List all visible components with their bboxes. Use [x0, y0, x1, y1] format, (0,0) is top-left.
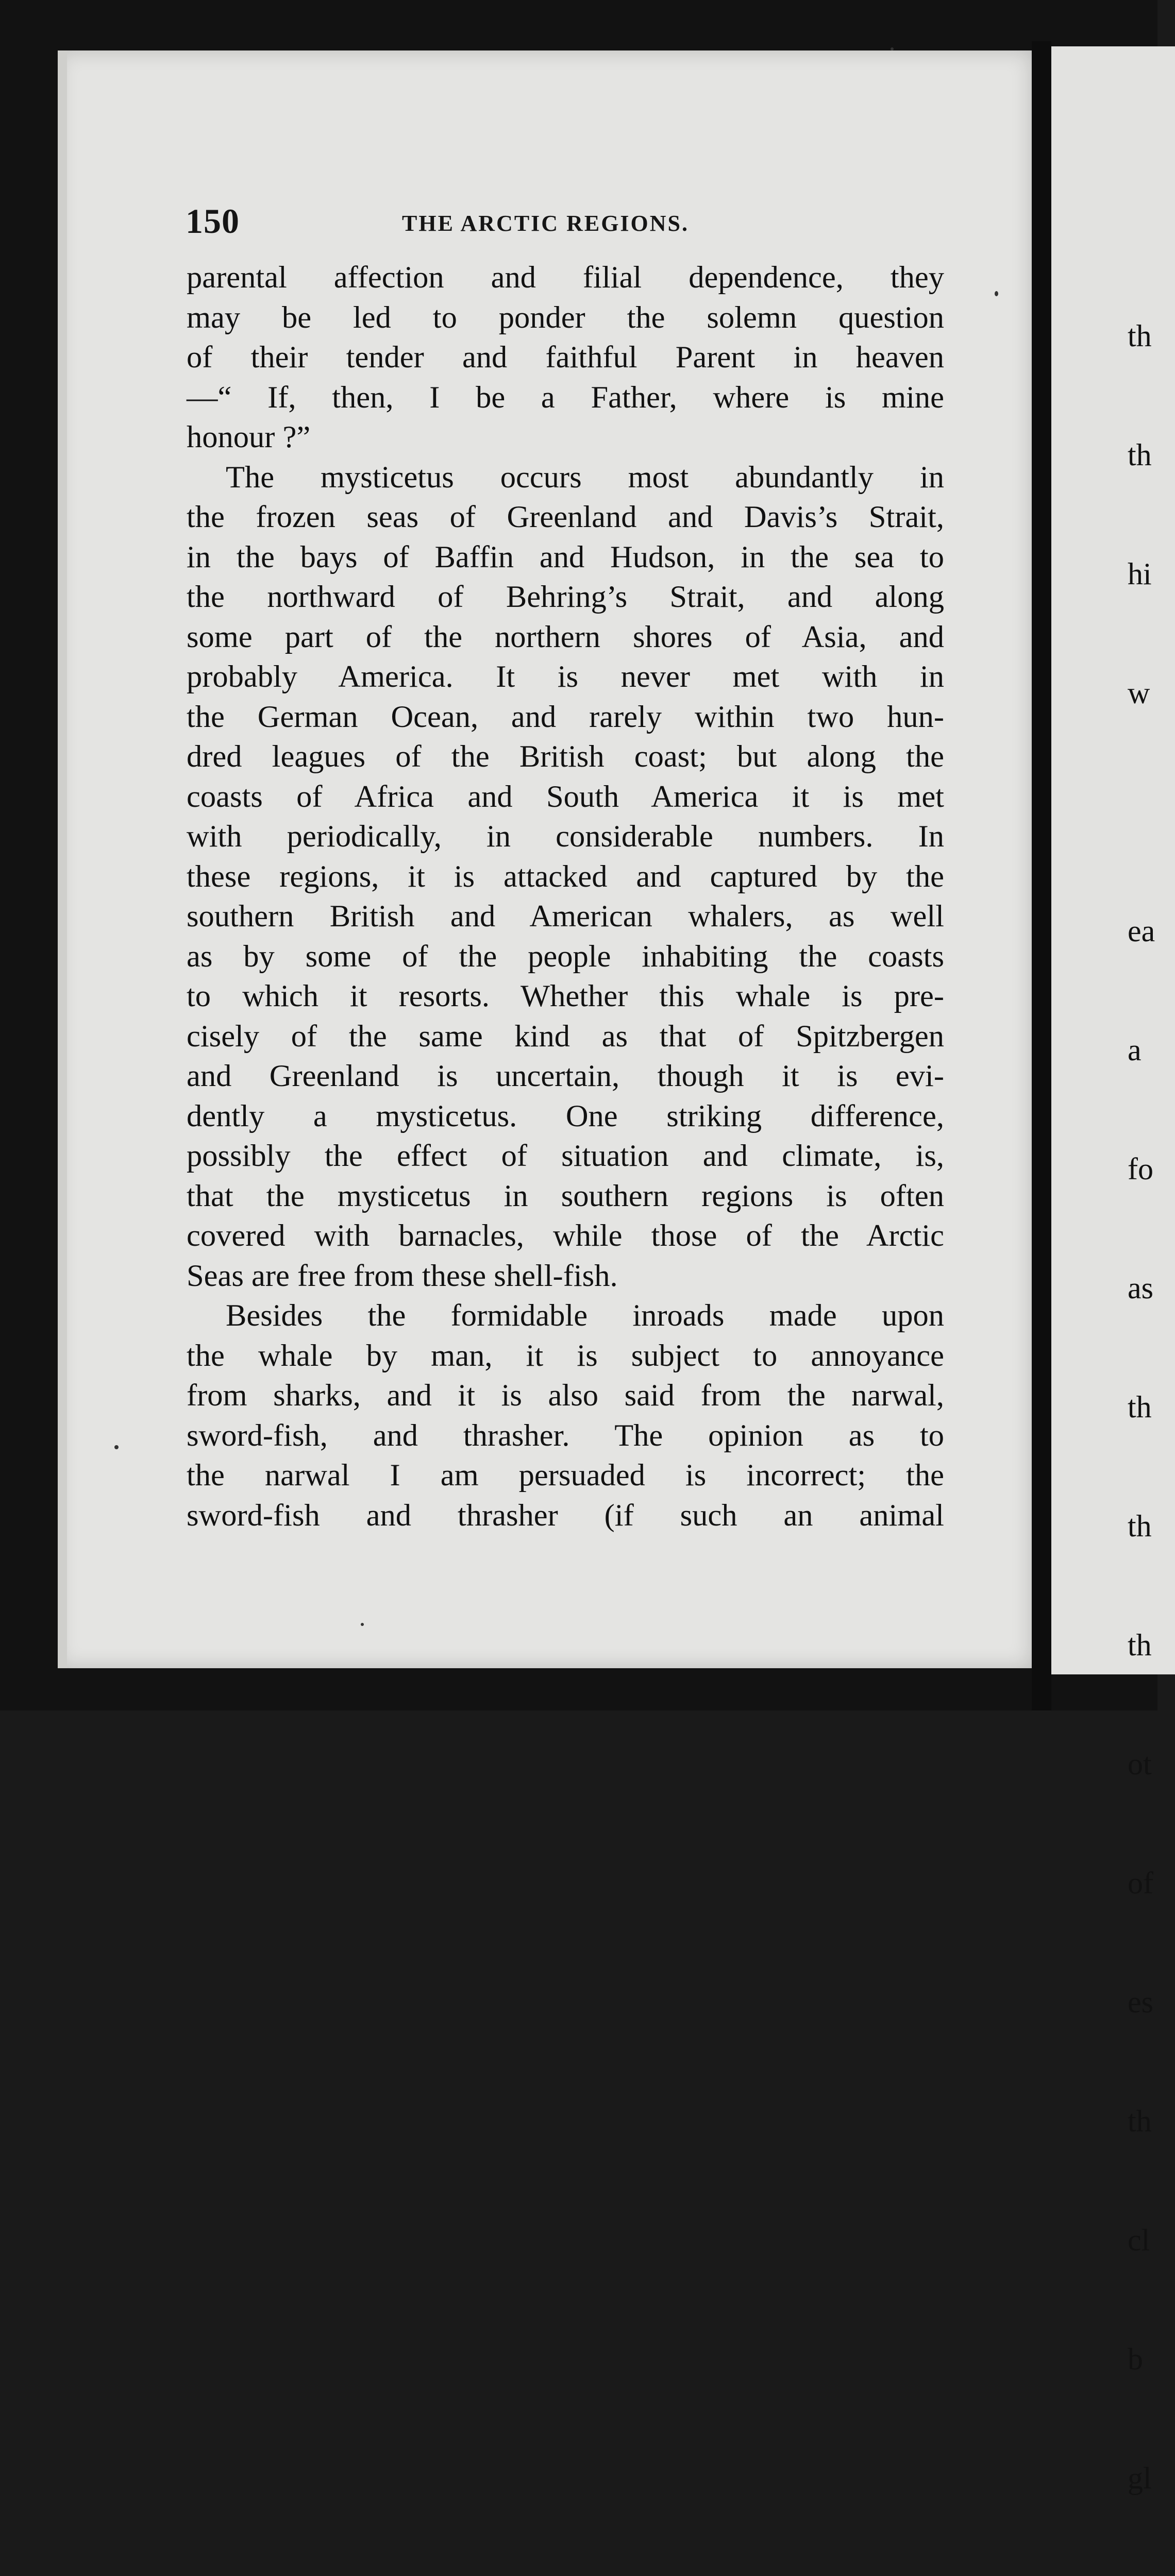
text-line: probably America. It is never met with in — [187, 659, 944, 694]
page-number: 150 — [186, 201, 240, 241]
adjacent-line: th — [1128, 1628, 1152, 1662]
text-line: may be led to ponder the solemn question — [187, 300, 944, 335]
scan-speck — [114, 1445, 119, 1449]
text-line: sword-fish and thrasher (if such an animal — [187, 1498, 944, 1533]
book-gutter — [1032, 41, 1051, 1710]
text-line: as by some of the people inhabiting the coasts — [187, 939, 944, 974]
text-line: coasts of Africa and South America it is met — [187, 779, 944, 814]
adjacent-line: cl — [1128, 2223, 1150, 2257]
text-line: the narwal I am persuaded is incorrect; the — [187, 1458, 944, 1493]
text-line: to which it resorts. Whether this whale is pre- — [187, 979, 944, 1013]
text-line: that the mysticetus in southern regions is often — [187, 1178, 944, 1213]
text-line: and Greenland is uncertain, though it is evi- — [187, 1059, 944, 1093]
text-line: the whale by man, it is subject to annoyance — [187, 1338, 944, 1373]
adjacent-line: th — [1128, 319, 1152, 353]
text-line: from sharks, and it is also said from the narwal, — [187, 1378, 944, 1413]
text-line: with periodically, in considerable numbers. In — [187, 819, 944, 854]
text-line: the German Ocean, and rarely within two hun- — [187, 699, 944, 734]
adjacent-line: gl — [1128, 2461, 1152, 2495]
adjacent-line: th — [1128, 2104, 1152, 2138]
adjacent-line: es — [1128, 1985, 1153, 2019]
text-line: —“ If, then, I be a Father, where is mine — [187, 380, 944, 415]
adjacent-line — [1128, 792, 1159, 832]
page-edge — [58, 50, 67, 1668]
adjacent-line: th — [1128, 438, 1152, 472]
text-line: The mysticetus occurs most abundantly in — [226, 460, 944, 495]
text-line: dently a mysticetus. One striking difference, — [187, 1098, 944, 1133]
text-line: honour ?” — [187, 420, 311, 454]
body-text — [187, 258, 944, 1535]
adjacent-line: as — [1128, 1271, 1153, 1305]
text-line: cisely of the same kind as that of Spitzbergen — [187, 1019, 944, 1054]
text-line: Seas are free from these shell-fish. — [187, 1258, 618, 1293]
scan-speck — [995, 291, 998, 296]
adjacent-line: th — [1128, 1509, 1152, 1543]
adjacent-line: hi — [1128, 557, 1152, 591]
adjacent-line: of — [1128, 1866, 1153, 1900]
text-line: parental affection and filial dependence, they — [187, 260, 944, 295]
scan-speck — [361, 1623, 364, 1626]
adjacent-line: ea — [1128, 914, 1155, 948]
text-line: sword-fish, and thrasher. The opinion as to — [187, 1418, 944, 1453]
text-line: the frozen seas of Greenland and Davis’s Strait, — [187, 500, 944, 534]
adjacent-line: ot — [1128, 1747, 1152, 1781]
adjacent-line: w — [1128, 676, 1150, 710]
adjacent-page-text — [1128, 237, 1159, 2576]
text-line: these regions, it is attacked and captured by the — [187, 859, 944, 894]
text-line: possibly the effect of situation and climate, is, — [187, 1139, 944, 1173]
scan-speck — [891, 47, 894, 50]
text-line: in the bays of Baffin and Hudson, in the sea to — [187, 539, 944, 574]
text-line: the northward of Behring’s Strait, and along — [187, 580, 944, 614]
text-line: of their tender and faithful Parent in heaven — [187, 340, 944, 375]
adjacent-line: fo — [1128, 1152, 1153, 1186]
page-header — [186, 201, 959, 247]
text-line: dred leagues of the British coast; but along the — [187, 739, 944, 774]
running-title: THE ARCTIC REGIONS. — [402, 211, 690, 236]
adjacent-line: b — [1128, 2342, 1143, 2376]
text-line: southern British and American whalers, as well — [187, 899, 944, 934]
adjacent-line: a — [1128, 1033, 1142, 1067]
text-line: some part of the northern shores of Asia, and — [187, 619, 944, 654]
text-line: covered with barnacles, while those of the Arctic — [187, 1218, 944, 1253]
adjacent-line: th — [1128, 1390, 1152, 1424]
text-line: Besides the formidable inroads made upon — [226, 1298, 944, 1333]
